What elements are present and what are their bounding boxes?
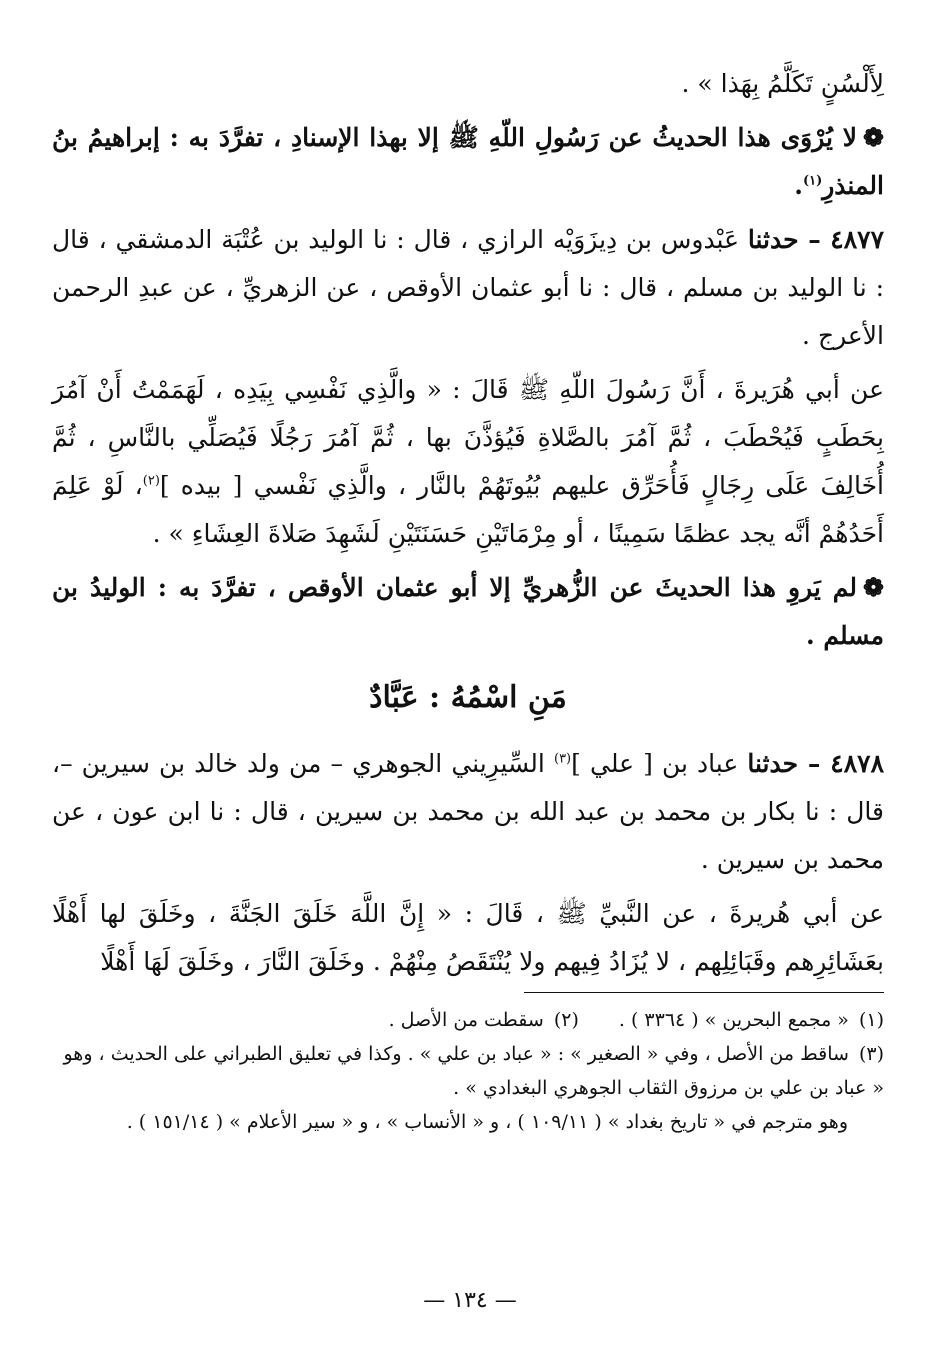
footnote-number: (٢) <box>553 1009 579 1031</box>
isnad-text: عباد بن [ علي ] <box>571 749 739 778</box>
footnote-number: (٣) <box>858 1043 884 1065</box>
hadith-number: ٤٨٧٨ – حدثنا <box>747 749 885 778</box>
hadith-comment <box>52 114 884 210</box>
hadith-matn <box>52 890 884 986</box>
section-title: مَنِ اسْمُهُ : عَبَّادٌ <box>369 680 567 715</box>
footnote-number: (١) <box>858 1009 884 1031</box>
hadith-isnad <box>52 216 884 360</box>
footnote-ref: (١) <box>802 173 823 189</box>
comment-text: لا يُرْوَى هذا الحديثُ عن رَسُولِ اللّهِ ﷺ إلا بهذا الإسنادِ ، تفرَّدَ به : إبراهيمُ بنُ المنذرِ <box>52 123 884 200</box>
footnote-3 <box>52 1037 884 1105</box>
footnote-text: وهو مترجم في « تاريخ بغداد » ( ١٠٩/١١ ) ، و « الأنساب » ، و « سير الأعلام » ( ١٥١/١٤ ) . <box>126 1111 848 1133</box>
footnote-text: ساقط من الأصل ، وفي « الصغير » : « عباد بن علي » . وكذا في تعليق الطبراني على الحديث ، وهو « عباد بن علي بن مرزوق الثقاب الجوهري البغدادي » . <box>63 1043 884 1099</box>
comment-text: لم يَروِ هذا الحديثَ عن الزُّهريِّ إلا أبو عثمان الأوقص ، تفرَّدَ به : الوليدُ بن مسلم . <box>52 573 884 650</box>
isnad-text: السِّيرِيني الجوهري – من ولد خالد بن سيرين –، قال : نا بكار بن محمد بن عبد الله بن محمد بن سيرين ، قال : نا ابن عون ، عن محمد بن سيرين . <box>52 749 884 874</box>
footnotes <box>52 1003 884 1139</box>
footnote-3-continued <box>52 1105 884 1139</box>
matn-text: عن أبي هُريرةَ ، عن النَّبيِّ ﷺ ، قَالَ : « إِنَّ اللَّهَ خَلَقَ الجَنَّةَ ، وخَلَقَ لها أَهْلًا بعَشَائِرِهم وقَبَائِلِهم ، لا يُزَادُ فِيهم ولا يُنْتَقَصُ مِنْهُمْ . وخَلَقَ النَّارَ ، وخَلَقَ لَهَا أَهْلًا <box>52 899 884 976</box>
hadith-isnad <box>52 740 884 884</box>
footnote-divider <box>524 992 884 993</box>
page-number: — ١٣٤ — <box>423 1288 517 1313</box>
isnad-text: عَبْدوس بن دِيزَوَيْه الرازي ، قال : نا الوليد بن عُتْبَة الدمشقي ، قال : نا الوليد بن مسلم ، قال : نا أبو عثمان الأوقص ، عن الزهريِّ ، عن عبدِ الرحمن الأعرج . <box>52 225 884 350</box>
matn-text: عن أبي هُرَيرةَ ، أَنَّ رَسُولَ اللّهِ ﷺ قَالَ : « والَّذِي نَفْسِي بِيَدِه ، لَهَمَمْتُ أَنْ آمُرَ بِحَطَبٍ فَيُحْطَبَ ، ثُمَّ آمُرَ بالصَّلاةِ فَيُؤذَّنَ بها ، ثُمَّ آمُرَ رَجُلًا فَيُصَلِّي بالنَّاسِ ، ثُمَّ أُخَالِفَ عَلَى رِجَالٍ فَأُحَرِّق عليهم بُيُوتَهُمْ بالنَّار ، والَّذِي نَفْسي [ بيده ] <box>52 375 884 500</box>
comment-tail: . <box>794 171 803 200</box>
footnote-text: سقطت من الأصل . <box>388 1009 544 1031</box>
flower-icon: ❁ <box>863 123 884 152</box>
hadith-number: ٤٨٧٧ – حدثنا <box>747 225 885 254</box>
footnote-ref: (٣) <box>553 751 572 767</box>
footnote-row <box>52 1003 884 1037</box>
flower-icon: ❁ <box>863 573 884 602</box>
footnote-2 <box>389 1003 579 1037</box>
paragraph-text: لِأَلْسُنٍ تَكَلَّمُ بِهَذا » . <box>681 69 884 98</box>
text-line-continuation <box>52 60 884 108</box>
footnote-text: « مجمع البحرين » ( ٣٣٦٤ ) . <box>618 1009 849 1031</box>
footnote-1 <box>619 1003 884 1037</box>
hadith-comment <box>52 564 884 660</box>
footnote-ref: (٢) <box>142 473 160 489</box>
matn-tail: ، لَوْ عَلِمَ أَحَدُهُمْ أنَّه يجد عظمًا سَمِينًا ، أو مِرْمَاتَيْنِ حَسَنَتَيْنِ لَشَهِدَ صَلاةَ العِشَاءِ » . <box>52 471 884 548</box>
hadith-matn <box>52 366 884 558</box>
